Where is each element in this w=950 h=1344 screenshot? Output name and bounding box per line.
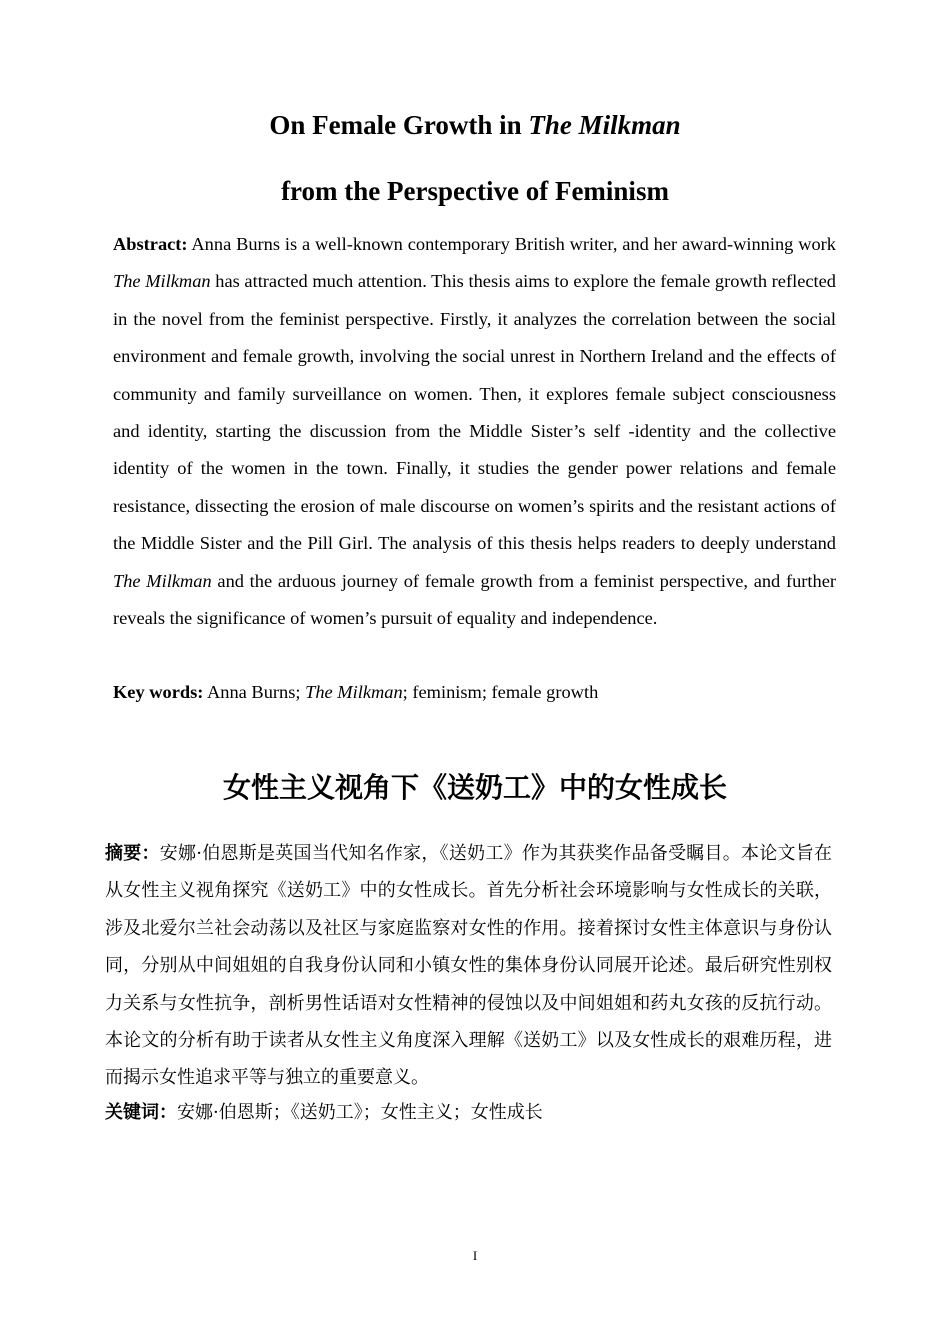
chinese-keywords-label: 关键词：	[105, 1102, 177, 1123]
english-title-prefix: On Female Growth in	[269, 110, 529, 140]
english-keywords	[113, 674, 836, 710]
english-keywords-label: Key words:	[113, 682, 204, 702]
english-abstract-text-3: and the arduous journey of female growth from a feminist perspective, and further reveals the significance of women’s pursuit of equality and independence.	[113, 570, 837, 629]
english-title-book-name: The Milkman	[528, 110, 681, 140]
chinese-abstract-label: 摘要：	[105, 843, 160, 864]
english-abstract-text-1: Anna Burns is a well-known contemporary British writer, and her award-winning work	[187, 234, 836, 254]
english-keywords-text-2: ; feminism; female growth	[402, 682, 599, 702]
english-keywords-book-name: The Milkman	[305, 682, 403, 702]
english-keywords-text-1: Anna Burns;	[203, 682, 306, 702]
english-abstract-label: Abstract:	[113, 234, 188, 254]
chinese-keywords	[105, 1095, 832, 1131]
english-abstract-book-name-1: The Milkman	[113, 271, 211, 292]
english-title-line-2: from the Perspective of Feminism	[281, 176, 669, 206]
english-abstract	[113, 226, 836, 637]
page-number: I	[472, 1248, 478, 1263]
chinese-keywords-text: 安娜·伯恩斯；《送奶工》；女性主义；女性成长	[177, 1102, 543, 1123]
chinese-abstract-text: 安娜·伯恩斯是英国当代知名作家，《送奶工》作为其获奖作品备受瞩目。本论文旨在从女性主义视角探究《送奶工》中的女性成长。首先分析社会环境影响与女性成长的关联，涉及北爱尔兰社会动荡以及社区与家庭监察对女性的作用。接着探讨女性主体意识与身份认同，分别从中间姐姐的自我身份认同和小镇女性的集体身份认同展开论述。最后研究性别权力关系与女性抗争，剖析男性话语对女性精神的侵蚀以及中间姐姐和药丸女孩的反抗行动。本论文的分析有助于读者从女性主义角度深入理解《送奶工》以及女性成长的艰难历程，进而揭示女性追求平等与独立的重要意义。	[105, 843, 833, 1089]
chinese-title: 女性主义视角下《送奶工》中的女性成长	[222, 771, 727, 804]
english-abstract-book-name-2: The Milkman	[113, 570, 212, 591]
english-abstract-text-2: has attracted much attention. This thesis aims to explore the female growth reflected in the novel from the feminist perspective. Firstly, it analyzes the correlation between the social environment and female growth, involving the social unrest in Northern Ireland and the effects of community and family surveillance on women. Then, it explores female subject consciousness and identity, starting the discussion from the Middle Sister’s self -identity and the collective identity of the women in the town. Finally, it studies the gender power relations and female resistance, dissecting the erosion of male discourse on women’s spirits and the resistant actions of the Middle Sister and the Pill Girl. The analysis of this thesis helps readers to deeply understand	[113, 271, 836, 554]
english-title-line-1	[0, 108, 950, 142]
chinese-abstract	[105, 835, 832, 1097]
